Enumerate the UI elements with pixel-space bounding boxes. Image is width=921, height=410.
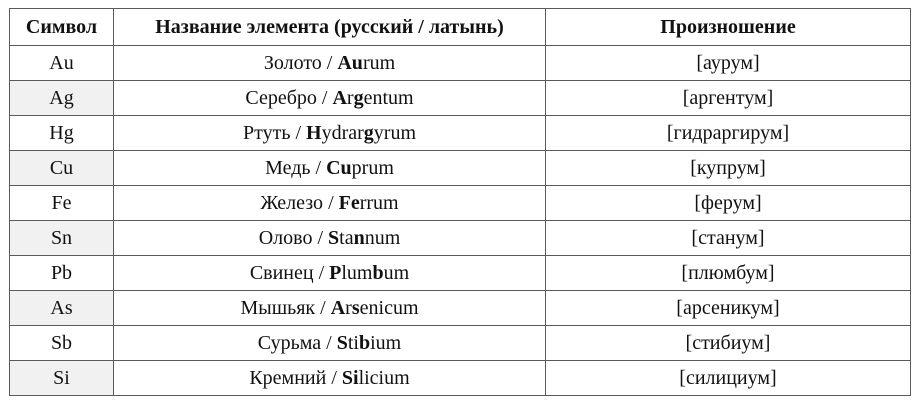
- element-name-cell: [114, 361, 546, 396]
- element-name-cell: [114, 256, 546, 291]
- pronunciation-cell: [арсеникум]: [546, 291, 911, 326]
- symbol-cell: Si: [10, 361, 114, 396]
- latin-name-part: rum: [362, 51, 396, 74]
- name-separator: /: [290, 121, 307, 144]
- latin-name-symbol-letters: g: [353, 86, 364, 109]
- latin-name-part: rrum: [359, 191, 399, 214]
- latin-name-symbol-letters: S: [328, 226, 340, 249]
- table-row: [10, 256, 911, 291]
- latin-name-symbol-letters: b: [358, 331, 371, 354]
- russian-name: Медь: [265, 156, 311, 179]
- russian-name: Ртуть: [242, 121, 291, 144]
- symbol-cell: Hg: [10, 116, 114, 151]
- russian-name: Серебро: [245, 86, 317, 109]
- pronunciation-cell: [аргентум]: [546, 81, 911, 116]
- table-header: [10, 9, 911, 46]
- latin-name-part: prum: [351, 156, 394, 179]
- table-row: [10, 326, 911, 361]
- table-row: [10, 46, 911, 81]
- element-name-cell: [114, 151, 546, 186]
- symbol-cell: Fe: [10, 186, 114, 221]
- symbol-cell: Ag: [10, 81, 114, 116]
- pronunciation-cell: [аурум]: [546, 46, 911, 81]
- table-row: [10, 186, 911, 221]
- pronunciation-cell: [ферум]: [546, 186, 911, 221]
- latin-name-part: r: [345, 296, 352, 319]
- table-body: [10, 46, 911, 396]
- latin-name-part: num: [364, 226, 401, 249]
- latin-name-part: um: [383, 261, 410, 284]
- table-row: [10, 291, 911, 326]
- header-element-name: Название элемента (русский / латынь): [114, 9, 546, 46]
- header-pronunciation: Произношение: [546, 9, 911, 46]
- table-row: [10, 151, 911, 186]
- element-name-cell: [114, 116, 546, 151]
- latin-name-symbol-letters: s: [351, 296, 360, 319]
- element-name-cell: [114, 326, 546, 361]
- russian-name: Мышьяк: [240, 296, 316, 319]
- name-separator: /: [321, 331, 337, 354]
- russian-name: Железо: [260, 191, 324, 214]
- pronunciation-cell: [гидраргирум]: [546, 116, 911, 151]
- name-separator: /: [321, 51, 338, 74]
- symbol-cell: Cu: [10, 151, 114, 186]
- header-symbol: Символ: [10, 9, 114, 46]
- latin-name-symbol-letters: n: [353, 226, 365, 249]
- latin-name-part: enicum: [359, 296, 419, 319]
- russian-name: Свинец: [249, 261, 314, 284]
- russian-name: Кремний: [249, 366, 327, 389]
- latin-name-symbol-letters: P: [329, 261, 342, 284]
- symbol-cell: As: [10, 291, 114, 326]
- russian-name: Олово: [258, 226, 313, 249]
- name-separator: /: [315, 296, 331, 319]
- elements-table-container: [9, 8, 910, 398]
- pronunciation-cell: [стибиум]: [546, 326, 911, 361]
- russian-name: Золото: [263, 51, 322, 74]
- latin-name-symbol-letters: Au: [337, 51, 363, 74]
- header-row: [10, 9, 911, 46]
- latin-name-symbol-letters: A: [330, 296, 346, 319]
- name-separator: /: [323, 191, 339, 214]
- element-name-cell: [114, 186, 546, 221]
- symbol-cell: Sb: [10, 326, 114, 361]
- name-separator: /: [316, 86, 333, 109]
- table-row: [10, 221, 911, 256]
- symbol-cell: Sn: [10, 221, 114, 256]
- name-separator: /: [310, 156, 327, 179]
- latin-name-part: yrum: [373, 121, 416, 144]
- russian-name: Сурьма: [257, 331, 322, 354]
- latin-name-symbol-letters: A: [332, 86, 347, 109]
- pronunciation-cell: [станум]: [546, 221, 911, 256]
- latin-name-symbol-letters: g: [363, 121, 374, 144]
- latin-name-part: entum: [363, 86, 414, 109]
- latin-name-part: r: [346, 86, 354, 109]
- name-separator: /: [312, 226, 329, 249]
- element-name-cell: [114, 221, 546, 256]
- pronunciation-cell: [купрум]: [546, 151, 911, 186]
- element-name-cell: [114, 291, 546, 326]
- table-row: [10, 81, 911, 116]
- latin-name-part: ti: [347, 331, 359, 354]
- latin-name-part: lum: [341, 261, 373, 284]
- latin-name-part: ta: [339, 226, 354, 249]
- latin-name-symbol-letters: Cu: [326, 156, 352, 179]
- latin-name-part: ydrar: [321, 121, 364, 144]
- elements-table: [9, 8, 911, 396]
- table-row: [10, 361, 911, 396]
- element-name-cell: [114, 46, 546, 81]
- name-separator: /: [313, 261, 330, 284]
- pronunciation-cell: [плюмбум]: [546, 256, 911, 291]
- latin-name-symbol-letters: S: [336, 331, 348, 354]
- element-name-cell: [114, 81, 546, 116]
- latin-name-part: licium: [358, 366, 410, 389]
- latin-name-symbol-letters: Fe: [338, 191, 360, 214]
- symbol-cell: Pb: [10, 256, 114, 291]
- latin-name-symbol-letters: Si: [341, 366, 359, 389]
- symbol-cell: Au: [10, 46, 114, 81]
- latin-name-part: ium: [370, 331, 402, 354]
- latin-name-symbol-letters: H: [306, 121, 322, 144]
- table-row: [10, 116, 911, 151]
- latin-name-symbol-letters: b: [372, 261, 384, 284]
- name-separator: /: [326, 366, 342, 389]
- pronunciation-cell: [силициум]: [546, 361, 911, 396]
